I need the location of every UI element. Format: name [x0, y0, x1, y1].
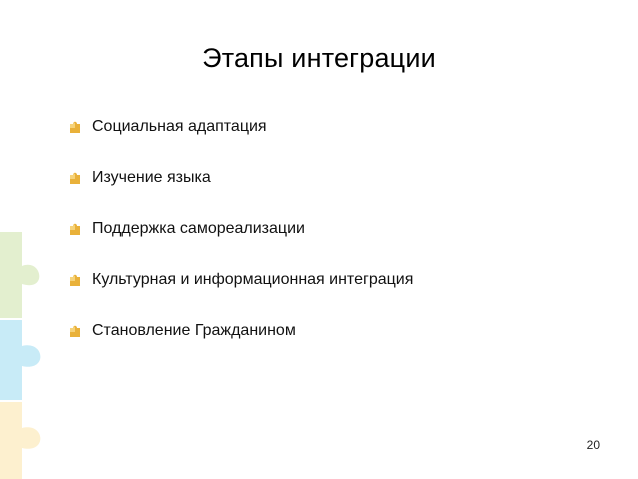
bullet-text: Поддержка самореализации [92, 220, 305, 237]
bullet-text: Становление Гражданином [92, 322, 296, 339]
list-item [68, 269, 413, 291]
puzzle-piece-blue [0, 320, 40, 400]
list-item [68, 218, 413, 240]
bullet-list [68, 116, 413, 371]
list-item [68, 116, 413, 138]
page-number: 20 [586, 438, 600, 452]
puzzle-piece-icon [68, 324, 82, 338]
puzzle-piece-icon [68, 273, 82, 287]
slide-title: Этапы интеграции [202, 43, 436, 73]
puzzle-piece-icon [68, 171, 82, 185]
bullet-text: Изучение языка [92, 169, 211, 186]
puzzle-piece-icon [68, 120, 82, 134]
list-item [68, 167, 413, 189]
bullet-text: Социальная адаптация [92, 118, 267, 135]
list-item [68, 320, 413, 342]
bullet-text: Культурная и информационная интеграция [92, 271, 414, 288]
puzzle-piece-green [0, 232, 39, 318]
puzzle-piece-yellow [0, 402, 40, 479]
puzzle-piece-icon [68, 222, 82, 236]
puzzle-decoration [0, 232, 50, 479]
